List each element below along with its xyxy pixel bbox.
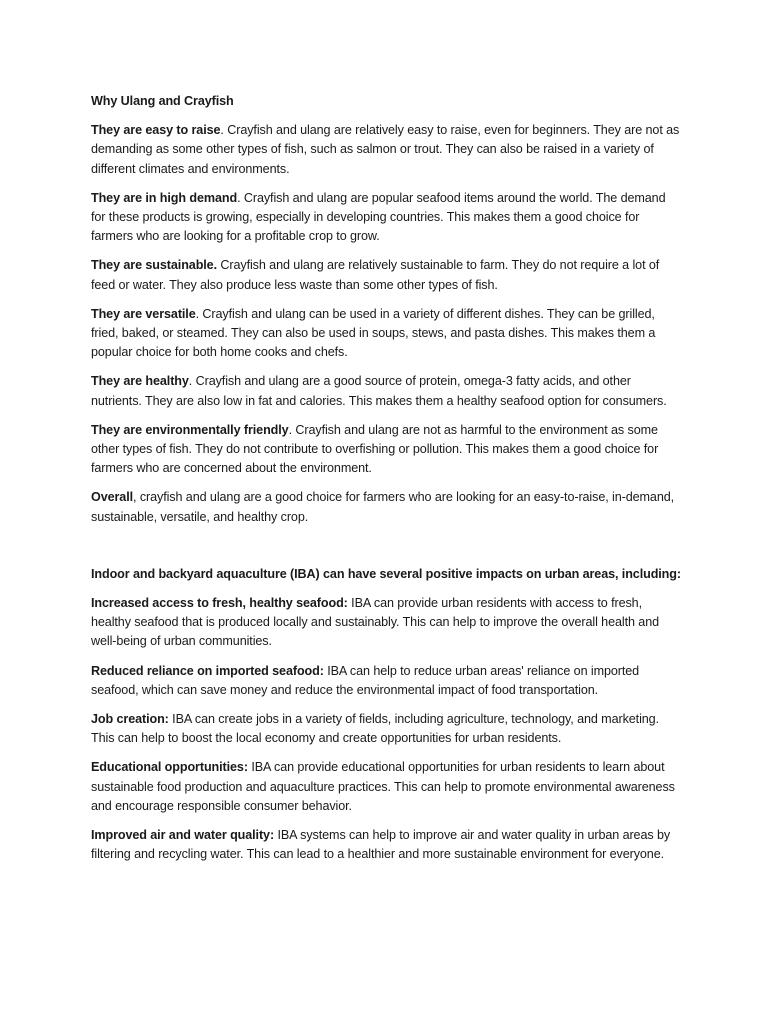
paragraph-educational-opportunities [91,758,683,816]
paragraph-lead: They are in high demand [91,190,238,205]
document-page [91,92,683,875]
paragraph-sustainable [91,256,683,294]
paragraph-sep: . [288,422,292,437]
paragraph-lead: Job creation: [91,712,169,727]
paragraph-fresh-seafood [91,594,683,652]
paragraph-text: crayfish and ulang are a good choice for farmers who are looking for an easy-to-raise, in-demand, sustainable, versatile, and healthy crop. [91,490,675,524]
paragraph-sep: . [237,190,241,205]
paragraph-sep: . [220,123,224,138]
paragraph-text: Crayfish and ulang can be used in a variety of different dishes. They can be grilled, fried, baked, or steamed. They can also be used in soups, stews, and pasta dishes. This makes them a popular choice for both home cooks and chefs. [91,306,656,360]
section-1-title: Why Ulang and Crayfish [91,94,234,108]
paragraph-reduced-reliance [91,662,683,700]
paragraph-text: IBA can create jobs in a variety of fields, including agriculture, technology, and marketing. This can help to boost the local economy and create opportunities for urban residents. [91,712,659,746]
paragraph-lead: They are easy to raise [91,123,221,138]
paragraph-air-water-quality [91,826,683,864]
paragraph-high-demand [91,189,683,247]
paragraph-text: Crayfish and ulang are relatively sustainable to farm. They do not require a lot of feed or water. They also produce less waste than some other types of fish. [91,258,660,292]
paragraph-text: IBA can help to reduce urban areas' reliance on imported seafood, which can save money and reduce the environmental impact of food transportation. [91,663,640,697]
paragraph-lead: Improved air and water quality: [91,828,275,843]
paragraph-sep: . [195,306,200,321]
paragraph-text: Crayfish and ulang are not as harmful to the environment as some other types of fish. They do not contribute to overfishing or pollution. This makes them a good choice for farmers who are concerned about the environment. [91,422,659,476]
paragraph-lead: They are healthy [91,374,189,389]
paragraph-lead: Reduced reliance on imported seafood: [91,663,324,678]
paragraph-environmentally-friendly [91,421,683,479]
paragraph-lead: Educational opportunities: [91,760,248,775]
paragraph-text: Crayfish and ulang are relatively easy to raise, even for beginners. They are not as demanding as some other types of fish, such as salmon or trout. They can also be raised in a variety of different climates and environments. [91,123,680,176]
paragraph-overall [91,488,683,526]
paragraph-job-creation [91,710,683,748]
paragraph-sep: . [188,374,193,389]
paragraph-lead: They are environmentally friendly [91,422,289,437]
paragraph-text: Crayfish and ulang are a good source of protein, omega-3 fatty acids, and other nutrients. They are also low in fat and calories. This makes them a healthy seafood option for consumers. [91,374,667,408]
paragraph-text: IBA can provide urban residents with access to fresh, healthy seafood that is produced locally and sustainably. This can help to improve the overall health and well-being of urban communities. [91,596,660,649]
paragraph-text: Crayfish and ulang are popular seafood items around the world. The demand for these products is growing, especially in developing countries. This makes them a good choice for farmers who are looking for a profitable crop to grow. [91,190,666,244]
paragraph-lead: Increased access to fresh, healthy seafood: [91,596,348,611]
paragraph-lead: They are versatile [91,306,196,321]
paragraph-easy-to-raise [91,121,683,179]
paragraph-text: IBA systems can help to improve air and water quality in urban areas by filtering and recycling water. This can lead to a healthier and more sustainable environment for everyone. [91,828,671,862]
paragraph-sep: , [133,490,137,505]
section-2-title: Indoor and backyard aquaculture (IBA) can have several positive impacts on urban areas, including: [91,566,681,581]
paragraph-lead: Overall [91,490,134,505]
paragraph-text: IBA can provide educational opportunities for urban residents to learn about sustainable food production and aquaculture practices. This can help to promote environmental awareness and encourage responsible consumer behavior. [91,760,675,813]
paragraph-healthy [91,372,683,410]
section-spacer [91,537,683,565]
paragraph-versatile [91,305,683,363]
paragraph-lead: They are sustainable. [91,258,217,273]
